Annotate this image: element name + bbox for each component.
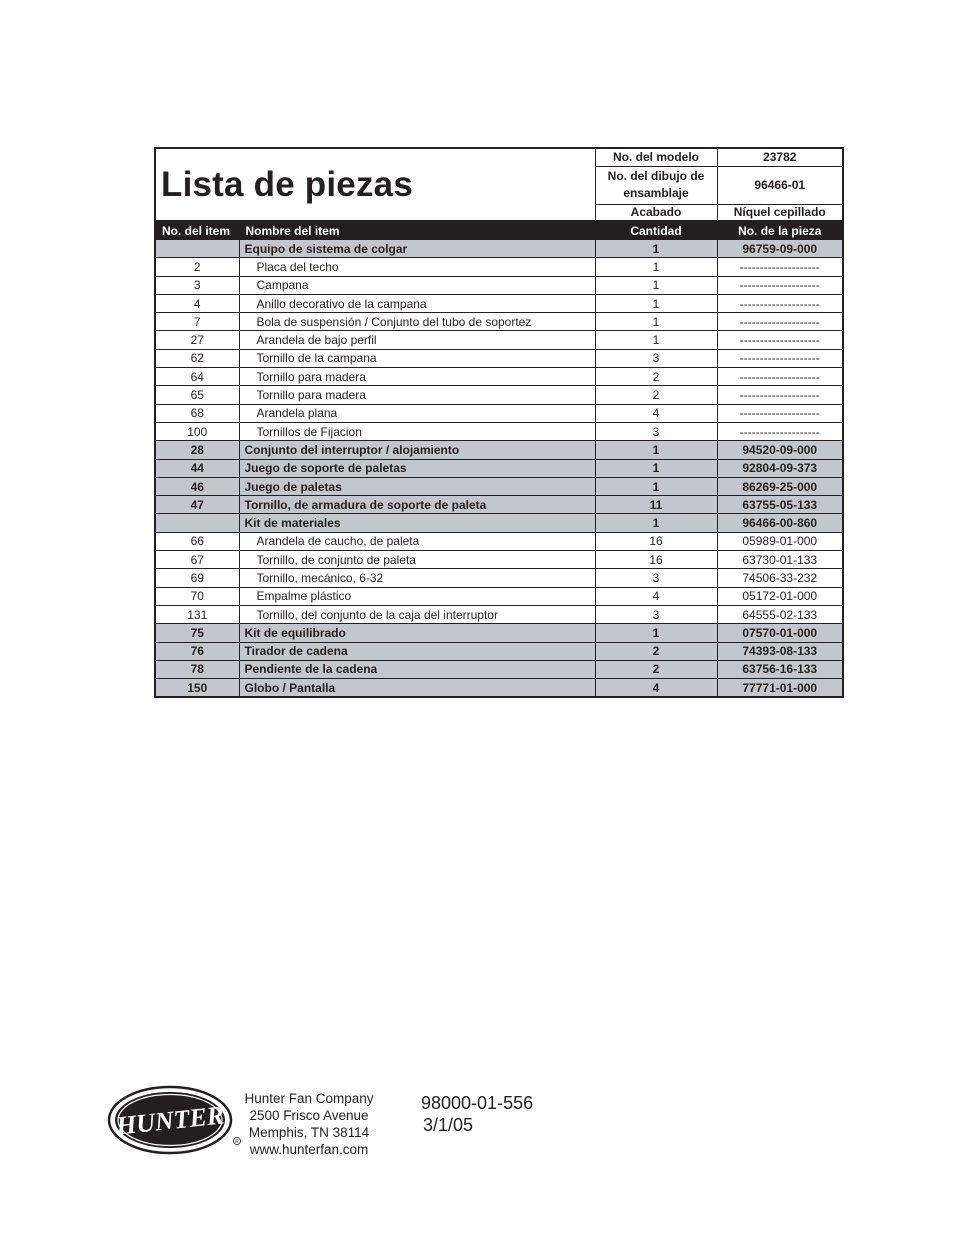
part-number-cell: 64555-02-133 — [717, 605, 843, 623]
item-name-cell: Tornillo, de conjunto de paleta — [239, 551, 595, 569]
item-name-cell: Kit de materiales — [239, 514, 595, 532]
table-row — [155, 313, 843, 331]
table-row — [155, 258, 843, 276]
quantity-cell: 1 — [595, 276, 717, 294]
table-row — [155, 569, 843, 587]
parts-table-body — [155, 148, 843, 697]
item-number-cell: 70 — [155, 587, 239, 605]
part-number-cell: 05172-01-000 — [717, 587, 843, 605]
item-name-cell: Tornillo, del conjunto de la caja del interruptor — [239, 605, 595, 623]
quantity-cell: 1 — [595, 514, 717, 532]
item-number-cell: 46 — [155, 477, 239, 495]
table-row — [155, 642, 843, 660]
item-number-cell: 4 — [155, 294, 239, 312]
item-number-cell: 131 — [155, 605, 239, 623]
item-number-cell: 47 — [155, 496, 239, 514]
item-name-cell: Anillo decorativo de la campana — [239, 294, 595, 312]
part-number-cell: -------------------- — [717, 276, 843, 294]
part-number-cell: -------------------- — [717, 313, 843, 331]
quantity-cell: 2 — [595, 660, 717, 678]
item-number-cell: 69 — [155, 569, 239, 587]
table-row — [155, 624, 843, 642]
item-name-cell: Empalme plástico — [239, 587, 595, 605]
table-row — [155, 551, 843, 569]
document-number: 98000-01-556 — [421, 1093, 534, 1113]
item-number-cell: 150 — [155, 679, 239, 698]
part-number-cell: 07570-01-000 — [717, 624, 843, 642]
table-row — [155, 605, 843, 623]
table-row — [155, 294, 843, 312]
table-row — [155, 496, 843, 514]
item-number-cell: 3 — [155, 276, 239, 294]
part-number-cell: 74393-08-133 — [717, 642, 843, 660]
item-number-cell — [155, 240, 239, 258]
title-cell — [155, 148, 595, 221]
company-name: Hunter Fan Company — [244, 1091, 374, 1106]
model-value: 23782 — [717, 148, 843, 166]
model-label: No. del modelo — [595, 148, 717, 166]
quantity-cell: 3 — [595, 349, 717, 367]
table-row — [155, 368, 843, 386]
drawing-value: 96466-01 — [717, 166, 843, 204]
item-name-cell: Placa del techo — [239, 258, 595, 276]
quantity-cell: 1 — [595, 441, 717, 459]
table-row — [155, 349, 843, 367]
drawing-label: No. del dibujo de ensamblaje — [595, 166, 717, 204]
table-row — [155, 422, 843, 440]
part-number-cell: 05989-01-000 — [717, 532, 843, 550]
item-name-cell: Juego de paletas — [239, 477, 595, 495]
item-number-cell — [155, 514, 239, 532]
part-number-cell: 86269-25-000 — [717, 477, 843, 495]
quantity-cell: 3 — [595, 569, 717, 587]
col-header-qty: Cantidad — [595, 221, 717, 240]
quantity-cell: 4 — [595, 679, 717, 698]
table-row — [155, 441, 843, 459]
part-number-cell: -------------------- — [717, 422, 843, 440]
item-name-cell: Tirador de cadena — [239, 642, 595, 660]
table-row — [155, 532, 843, 550]
hunter-logo — [106, 1084, 242, 1158]
quantity-cell: 1 — [595, 313, 717, 331]
company-city: Memphis, TN 38114 — [248, 1125, 370, 1140]
quantity-cell: 3 — [595, 605, 717, 623]
quantity-cell: 1 — [595, 477, 717, 495]
col-header-part-no: No. de la pieza — [717, 221, 843, 240]
item-name-cell: Tornillo para madera — [239, 386, 595, 404]
item-number-cell: 64 — [155, 368, 239, 386]
item-name-cell: Conjunto del interruptor / alojamiento — [239, 441, 595, 459]
table-row — [155, 386, 843, 404]
item-number-cell: 67 — [155, 551, 239, 569]
part-number-cell: -------------------- — [717, 404, 843, 422]
item-name-cell: Arandela de caucho, de paleta — [239, 532, 595, 550]
item-name-cell: Tornillo de la campana — [239, 349, 595, 367]
item-name-cell: Campana — [239, 276, 595, 294]
item-number-cell: 65 — [155, 386, 239, 404]
part-number-cell: -------------------- — [717, 368, 843, 386]
item-number-cell: 68 — [155, 404, 239, 422]
item-name-cell: Kit de equilibrado — [239, 624, 595, 642]
item-name-cell: Tornillos de Fijacion — [239, 422, 595, 440]
item-name-cell: Bola de suspensión / Conjunto del tubo de soportez — [239, 313, 595, 331]
item-name-cell: Globo / Pantalla — [239, 679, 595, 698]
part-number-cell: 63730-01-133 — [717, 551, 843, 569]
table-row — [155, 477, 843, 495]
column-header-row — [155, 221, 843, 240]
quantity-cell: 4 — [595, 404, 717, 422]
part-number-cell: 63755-05-133 — [717, 496, 843, 514]
item-name-cell: Arandela plana — [239, 404, 595, 422]
quantity-cell: 11 — [595, 496, 717, 514]
document-date: 3/1/05 — [423, 1115, 474, 1135]
part-number-cell: -------------------- — [717, 386, 843, 404]
col-header-item-name: Nombre del item — [239, 221, 595, 240]
quantity-cell: 4 — [595, 587, 717, 605]
item-name-cell: Tornillo, mecánico, 6-32 — [239, 569, 595, 587]
part-number-cell: -------------------- — [717, 331, 843, 349]
part-number-cell: -------------------- — [717, 349, 843, 367]
table-row — [155, 404, 843, 422]
finish-value: Níquel cepillado — [717, 204, 843, 221]
quantity-cell: 1 — [595, 624, 717, 642]
table-row — [155, 660, 843, 678]
item-name-cell: Equipo de sistema de colgar — [239, 240, 595, 258]
svg-text:R: R — [235, 1139, 239, 1146]
page-title: Lista de piezas — [161, 165, 413, 204]
item-number-cell: 75 — [155, 624, 239, 642]
item-number-cell: 28 — [155, 441, 239, 459]
part-number-cell: 74506-33-232 — [717, 569, 843, 587]
table-row — [155, 679, 843, 698]
item-name-cell: Tornillo, de armadura de soporte de paleta — [239, 496, 595, 514]
item-number-cell: 100 — [155, 422, 239, 440]
item-number-cell: 76 — [155, 642, 239, 660]
item-name-cell: Juego de soporte de paletas — [239, 459, 595, 477]
item-number-cell: 2 — [155, 258, 239, 276]
finish-label: Acabado — [595, 204, 717, 221]
company-street: 2500 Frisco Avenue — [249, 1108, 369, 1123]
quantity-cell: 2 — [595, 386, 717, 404]
part-number-cell: 92804-09-373 — [717, 459, 843, 477]
item-name-cell: Tornillo para madera — [239, 368, 595, 386]
quantity-cell: 3 — [595, 422, 717, 440]
quantity-cell: 1 — [595, 294, 717, 312]
item-name-cell: Pendiente de la cadena — [239, 660, 595, 678]
company-address — [238, 1090, 380, 1158]
quantity-cell: 1 — [595, 240, 717, 258]
part-number-cell: 94520-09-000 — [717, 441, 843, 459]
table-row — [155, 240, 843, 258]
quantity-cell: 2 — [595, 368, 717, 386]
quantity-cell: 16 — [595, 532, 717, 550]
part-number-cell: 96759-09-000 — [717, 240, 843, 258]
company-website: www.hunterfan.com — [249, 1142, 369, 1157]
item-number-cell: 66 — [155, 532, 239, 550]
item-number-cell: 62 — [155, 349, 239, 367]
table-row — [155, 459, 843, 477]
quantity-cell: 1 — [595, 459, 717, 477]
quantity-cell: 1 — [595, 258, 717, 276]
quantity-cell: 1 — [595, 331, 717, 349]
parts-list-table — [154, 147, 844, 698]
table-row — [155, 587, 843, 605]
item-number-cell: 27 — [155, 331, 239, 349]
part-number-cell: 63756-16-133 — [717, 660, 843, 678]
table-row — [155, 276, 843, 294]
item-number-cell: 7 — [155, 313, 239, 331]
col-header-item-no: No. del item — [155, 221, 239, 240]
item-name-cell: Arandela de bajo perfil — [239, 331, 595, 349]
part-number-cell: -------------------- — [717, 258, 843, 276]
part-number-cell: -------------------- — [717, 294, 843, 312]
item-number-cell: 78 — [155, 660, 239, 678]
part-number-cell: 96466-00-860 — [717, 514, 843, 532]
logo-wordmark: HUNTER — [114, 1100, 226, 1141]
part-number-cell: 77771-01-000 — [717, 679, 843, 698]
item-number-cell: 44 — [155, 459, 239, 477]
quantity-cell: 2 — [595, 642, 717, 660]
quantity-cell: 16 — [595, 551, 717, 569]
table-row — [155, 514, 843, 532]
table-row — [155, 331, 843, 349]
